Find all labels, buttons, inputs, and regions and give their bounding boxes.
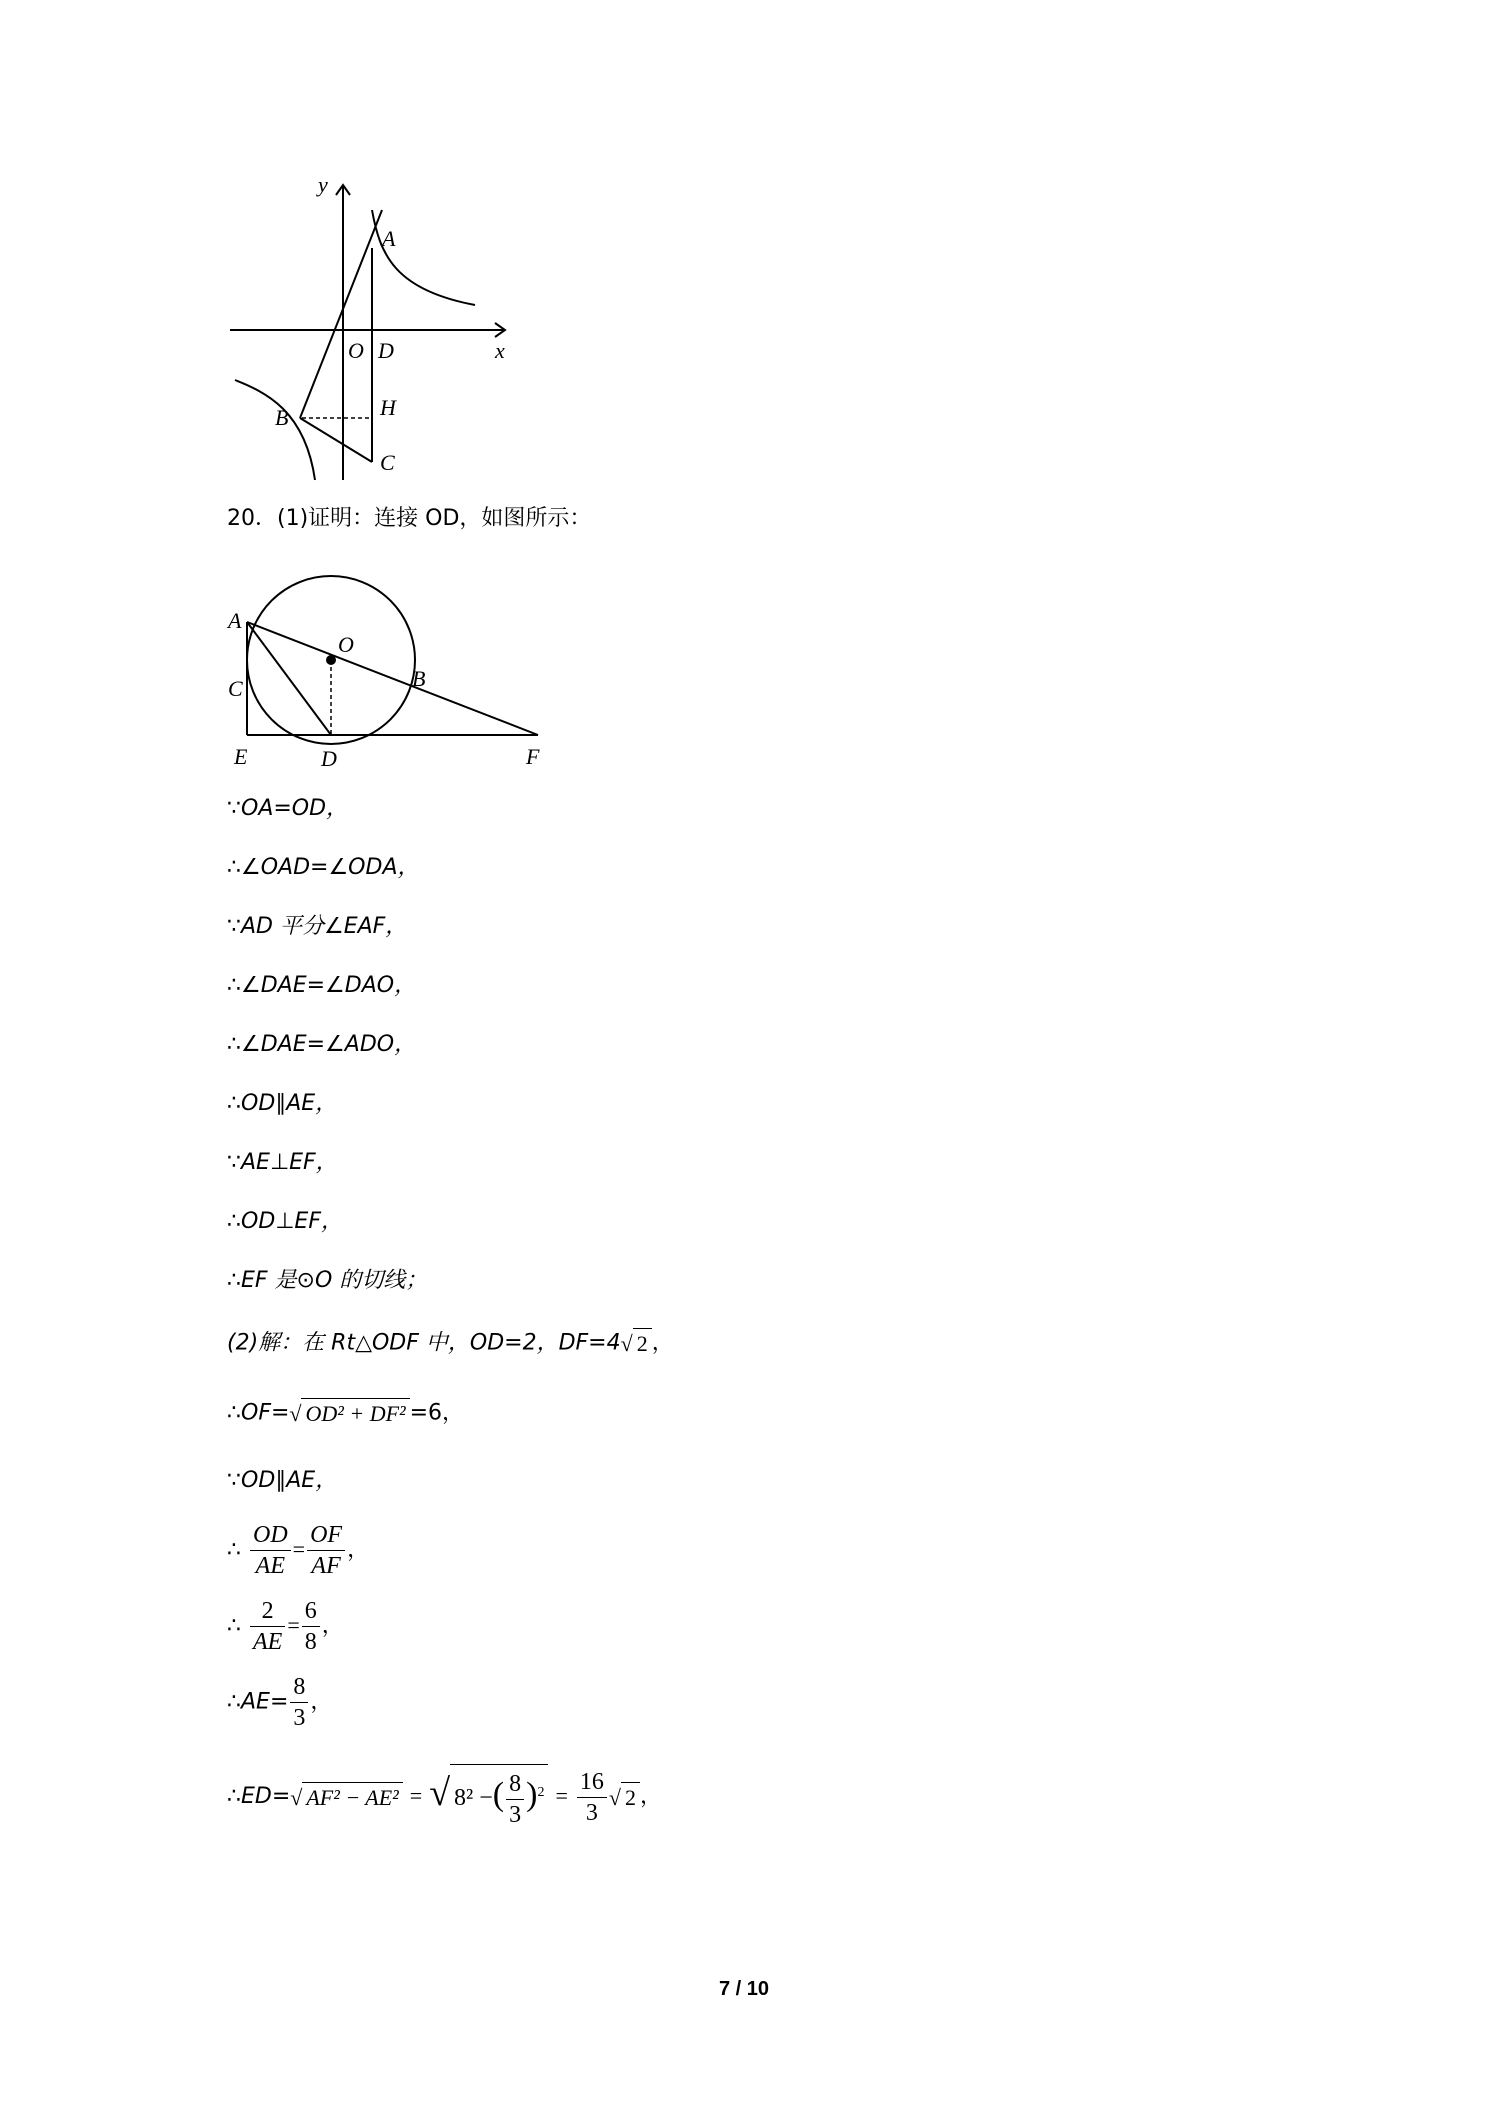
label-E: E [234,744,248,769]
sqrt-2: √ 2 [621,1328,652,1359]
coordinate-figure [220,170,520,490]
page-number: 7 / 10 [718,1978,770,2000]
part2-intro: (2)解：在 Rt△ODF 中，OD=2，DF=4√ 2 ， [227,1328,674,1359]
step-7: ∵AE⊥EF， [227,1150,338,1175]
ratio-line: ∴ $\frac{OD}{AE}$ = $\frac{OF}{AF}$ ， [227,1522,370,1579]
sqrt-big: √ 8² −( $\frac{8}{3}$ )$^2$ [429,1764,548,1830]
step-9: ∴EF 是⊙O 的切线； [227,1268,428,1293]
step-6: ∴OD∥AE， [227,1091,338,1116]
ae-line: ∴AE= $\frac{8}{3}$ ， [227,1674,333,1731]
fraction-of-af: $\frac{OF}{AF}$ [307,1520,345,1581]
hyperbola-upper [372,210,475,305]
part2-intro-text: (2)解：在 Rt△ODF 中，OD=2，DF=4 [227,1330,621,1356]
label-D: D [378,338,394,363]
sqrt-2-result: √ 2 [609,1782,640,1813]
sqrt-od-df: √ OD² + DF² [289,1398,409,1429]
line-AB [300,210,382,418]
problem-20-title: 20．(1)证明：连接 OD，如图所示： [227,506,592,531]
fraction-8-3: $\frac{8}{3}$ [290,1672,308,1733]
segment-BC [300,418,372,462]
step-5: ∴∠DAE=∠ADO， [227,1032,417,1057]
label-H: H [380,395,396,420]
label-D: D [321,746,337,771]
ed-line: ∴ED=√ AF² − AE² = √ 8² −( $\frac{8}{3}$ )$^2$ = $\frac{16}{3}$ √ 2 ， [227,1764,662,1830]
fraction-8-3-inner: $\frac{8}{3}$ [506,1769,524,1830]
fraction-6-8: $\frac{6}{8}$ [302,1596,320,1657]
label-A: A [382,226,396,251]
center-point [326,655,336,665]
label-B: B [275,405,289,430]
step-4: ∴∠DAE=∠DAO， [227,973,417,998]
parallel-line: ∵OD∥AE， [227,1468,338,1493]
sqrt-af-ae: √ AF² − AE² [290,1782,402,1813]
circle-tangent-figure [220,560,560,780]
label-y: y [318,172,328,197]
numeric-ratio-line: ∴ $\frac{2}{AE}$ = $\frac{6}{8}$ ， [227,1598,344,1655]
label-O: O [338,632,354,657]
step-8: ∴OD⊥EF， [227,1209,343,1234]
label-C: C [228,676,243,701]
hyperbola-lower [235,380,315,480]
step-2: ∴∠OAD=∠ODA， [227,855,420,880]
label-C: C [380,450,395,475]
fraction-16-3: $\frac{16}{3}$ [577,1767,607,1828]
of-line: ∴OF=√ OD² + DF² =6， [227,1398,464,1429]
label-B: B [412,666,426,691]
step-1: ∵OA=OD， [227,796,349,821]
fraction-2-ae: $\frac{2}{AE}$ [250,1596,285,1657]
label-x: x [495,338,505,363]
step-3: ∵AD 平分∠EAF， [227,914,408,939]
label-O: O [348,338,364,363]
fraction-od-ae: $\frac{OD}{AE}$ [250,1520,291,1581]
label-F: F [526,744,540,769]
label-A: A [228,608,242,633]
